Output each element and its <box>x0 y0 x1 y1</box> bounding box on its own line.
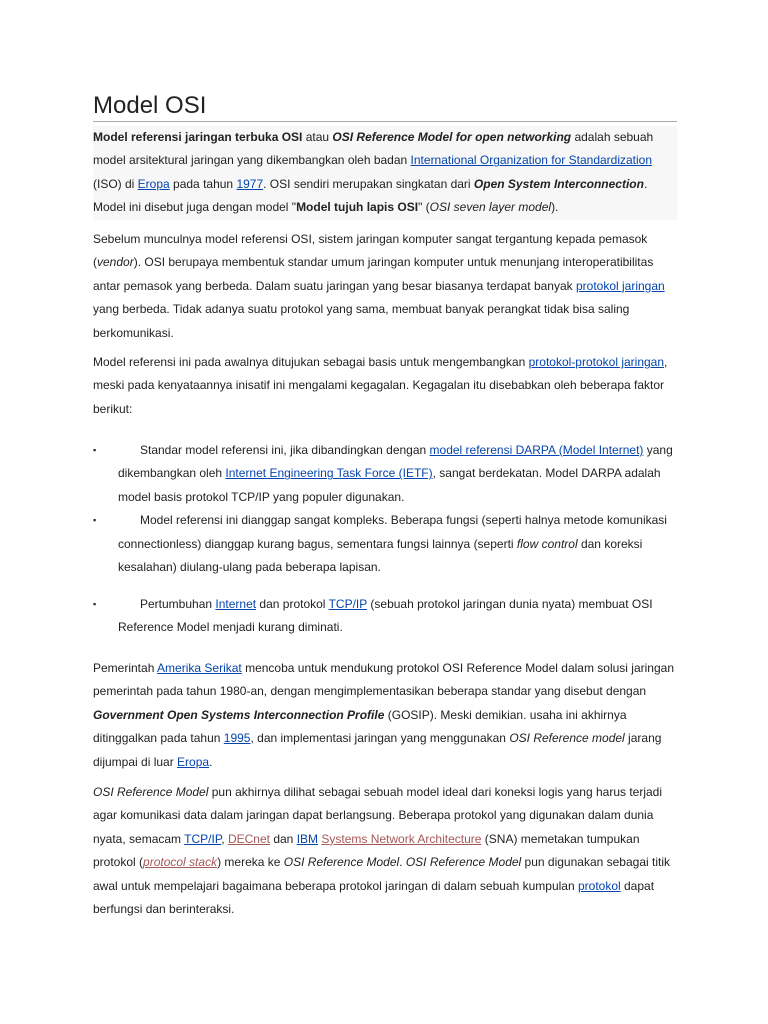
link-protocol-stack[interactable]: protocol stack <box>143 855 218 870</box>
title-divider <box>93 121 677 122</box>
link-1995[interactable]: 1995 <box>223 731 251 746</box>
link-protokol-jaringan[interactable]: protokol jaringan <box>575 278 665 293</box>
intro-bold-term: Model referensi jaringan terbuka OSI <box>93 130 303 144</box>
failure-factors-list <box>93 439 677 579</box>
text: , <box>221 831 228 846</box>
text: . Model ini disebut juga dengan model " <box>93 176 648 215</box>
link-protokol[interactable]: protokol <box>577 878 621 893</box>
text: yang berbeda. Tidak adanya suatu protokol yang sama, membuat banyak perangkat tidak bisa saling berkomunikasi. <box>93 302 630 340</box>
bullet-icon: ▪ <box>93 599 97 609</box>
text: mencoba untuk mendukung protokol OSI Reference Model dalam solusi jaringan pemerintah pada tahun 1980-an, dengan mengimplementasikan beberapa standar yang disebut dengan <box>93 661 674 699</box>
text: Pertumbuhan <box>140 597 216 611</box>
osi-reference-model-term: OSI Reference Model <box>283 855 400 870</box>
text: , meski pada kenyataannya inisatif ini mengalami kegagalan. Kegagalan itu disebabkan oleh beberapa faktor berikut: <box>93 355 668 416</box>
link-sna[interactable]: Systems Network Architecture <box>321 831 482 846</box>
text: " ( <box>418 200 430 215</box>
bullet-icon: ▪ <box>93 515 97 526</box>
text: Standar model referensi ini, jika dibandingkan dengan <box>140 443 430 457</box>
text: atau <box>302 130 333 144</box>
text: yang dikembangkan oleh <box>118 443 673 481</box>
text: , dan implementasi jaringan yang menggunakan <box>250 731 510 746</box>
link-internet[interactable]: Internet <box>215 597 257 611</box>
vendor-term: vendor <box>97 255 134 270</box>
text: ) mereka ke <box>217 855 284 870</box>
text: ). OSI berupaya membentuk standar umum jaringan komputer untuk menunjang interoperatibilitas antar pemasok yang berbeda. Dalam suatu jaringan yang besar biasanya terdapat banyak <box>93 255 654 293</box>
link-ibm[interactable]: IBM <box>296 831 319 846</box>
link-darpa-model[interactable]: model referensi DARPA (Model Internet) <box>429 443 644 457</box>
text: (SNA) memetakan tumpukan protokol ( <box>93 831 640 870</box>
bullet-icon: ▪ <box>93 445 97 455</box>
link-tcp-ip-2[interactable]: TCP/IP <box>184 831 222 846</box>
list-item <box>93 509 677 579</box>
link-ietf[interactable]: Internet Engineering Task Force (IETF) <box>225 466 433 481</box>
text: pun akhirnya dilihat sebagai sebuah model ideal dari koneksi logis yang harus terjadi agar komunikasi data dalam jaringan dapat berlangsung. Beberapa protokol yang digunakan dalam dunia nyata, semacam <box>93 785 663 846</box>
link-decnet[interactable]: DECnet <box>227 831 270 846</box>
text: . <box>209 754 213 769</box>
text: pada tahun <box>169 176 237 191</box>
paragraph-4 <box>93 657 677 774</box>
link-amerika-serikat[interactable]: Amerika Serikat <box>157 661 242 675</box>
osi-reference-model-term: OSI Reference Model <box>93 785 209 799</box>
page-title: Model OSI <box>93 92 207 119</box>
text: dan koreksi kesalahan) diulang-ulang pada beberapa lapisan. <box>118 536 643 575</box>
link-eropa[interactable]: Eropa <box>137 176 170 191</box>
text: , sangat berdekatan. Model DARPA adalah model basis protokol TCP/IP yang populer digunakan. <box>118 466 661 504</box>
paragraph-3 <box>93 351 677 421</box>
osi-reference-model-term: OSI Reference model <box>509 731 625 746</box>
text: . <box>399 855 406 870</box>
text: Pemerintah <box>93 661 158 675</box>
text: (GOSIP). Meski demikian. usaha ini akhirnya ditinggalkan pada tahun <box>93 707 627 746</box>
text: Sebelum munculnya model referensi OSI, sistem jaringan komputer sangat tergantung kepada pemasok ( <box>93 232 648 270</box>
text: (sebuah protokol jaringan dunia nyata) membuat OSI Reference Model menjadi kurang diminati. <box>118 597 653 635</box>
paragraph-5 <box>93 781 677 921</box>
text: Model referensi ini dianggap sangat kompleks. Beberapa fungsi (seperti halnya metode komunikasi connectionless) dianggap kurang bagus, sementara fungsi lainnya (seperti <box>118 513 667 551</box>
text: ). <box>551 200 559 215</box>
text: dan protokol <box>256 597 329 611</box>
text: dapat berfungsi dan berinteraksi. <box>93 878 655 917</box>
text: pun digunakan sebagai titik awal untuk mempelajari bagaimana beberapa protokol jaringan di dalam sebuah kumpulan <box>93 855 670 893</box>
list-item <box>93 593 677 640</box>
text: Model referensi ini pada awalnya ditujukan sebagai basis untuk mengembangkan <box>93 355 529 369</box>
list-item <box>93 439 677 509</box>
text: (ISO) di <box>93 176 138 191</box>
intro-paragraph <box>93 126 677 220</box>
seven-layer-term: OSI seven layer model <box>429 200 552 215</box>
intro-bold-italic-term: OSI Reference Model for open networking <box>332 130 572 144</box>
text: jarang dijumpai di luar <box>93 731 662 769</box>
text: . OSI sendiri merupakan singkatan dari <box>263 176 474 191</box>
link-1977[interactable]: 1977 <box>236 176 264 191</box>
gosip-term: Government Open Systems Interconnection Profile <box>93 707 385 722</box>
open-system-interconnection-term: Open System Interconnection <box>473 176 644 191</box>
link-protokol-protokol-jaringan[interactable]: protokol-protokol jaringan <box>528 355 665 369</box>
failure-factors-list-cont <box>93 593 677 640</box>
link-tcp-ip[interactable]: TCP/IP <box>328 597 368 611</box>
link-iso[interactable]: International Organization for Standardization <box>410 153 653 168</box>
model-tujuh-lapis-term: Model tujuh lapis OSI <box>296 200 419 215</box>
flow-control-term: flow control <box>516 536 578 551</box>
text: dan <box>269 831 297 846</box>
link-eropa-2[interactable]: Eropa <box>177 754 210 769</box>
osi-reference-model-term: OSI Reference Model <box>405 855 522 870</box>
paragraph-2 <box>93 228 677 345</box>
text: adalah sebuah model arsitektural jaringan yang dikembangkan oleh badan <box>93 130 654 168</box>
